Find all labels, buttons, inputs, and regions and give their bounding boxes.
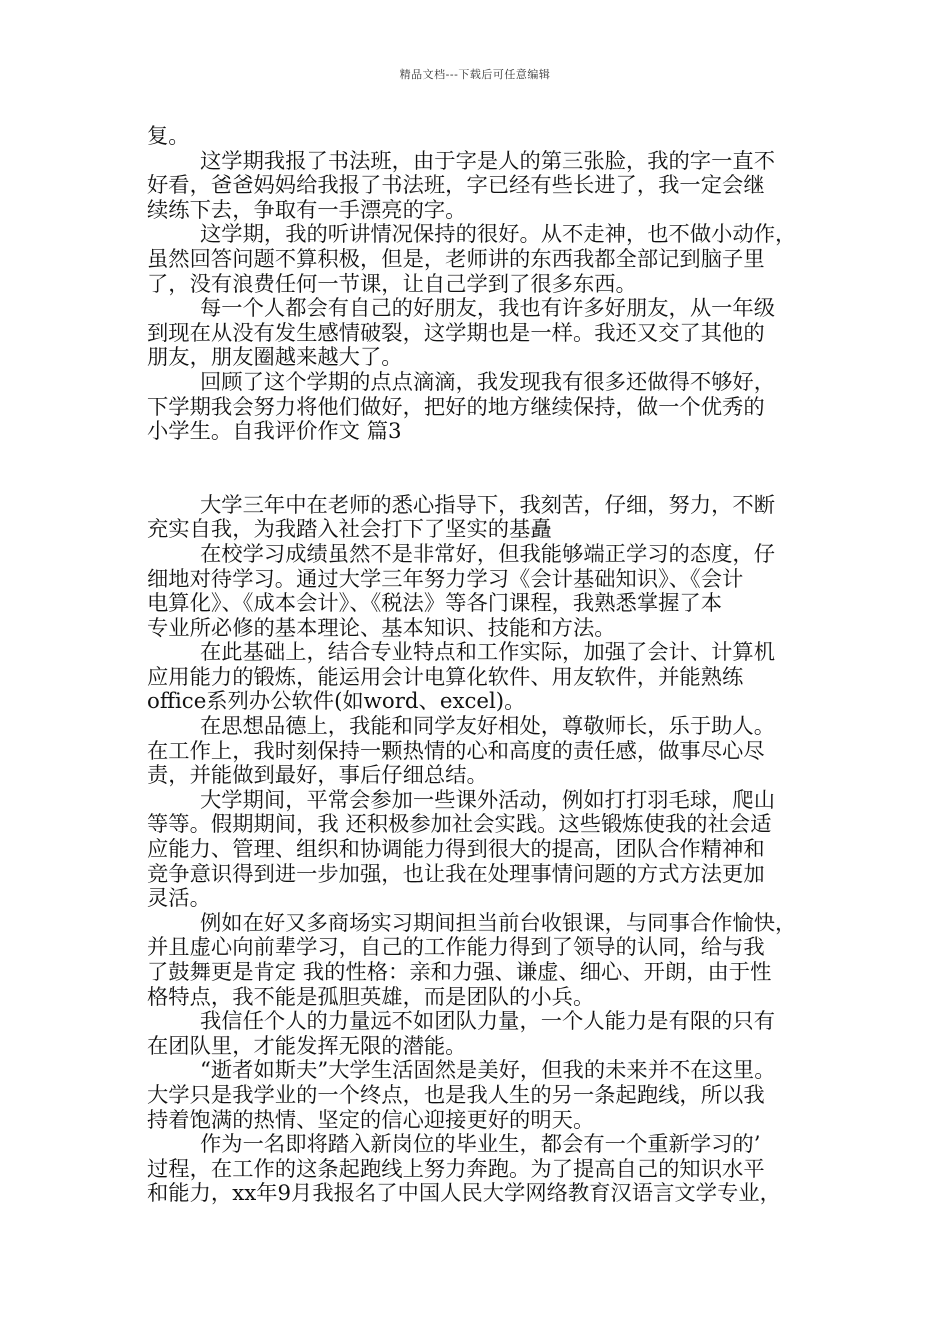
text-line: 我信任个人的力量远不如团队力量，一个人能力是有限的只有 [200,1009,776,1035]
text-line: 灵活。 [147,886,211,912]
text-line: 大学三年中在老师的悉心指导下，我刻苦，仔细，努力，不断 [200,492,776,518]
text-line: 大学只是我学业的一个终点，也是我人生的另一条起跑线，所以我 [147,1082,765,1108]
text-line: 格特点，我不能是孤胆英雄，而是团队的小兵。 [147,984,595,1010]
text-line: 在团队里，才能发挥无限的潜能。 [147,1033,467,1059]
text-line: “逝者如斯夫”大学生活固然是美好，但我的未来并不在这里。 [200,1058,776,1084]
text-line: 这学期我报了书法班，由于字是人的第三张脸，我的字一直不 [200,148,776,174]
text-line: 作为一名即将踏入新岗位的毕业生，都会有一个重新学习的’ [200,1132,761,1158]
text-line: 专业所必修的基本理论、基本知识、技能和方法。 [147,615,616,641]
text-line: 电算化》、《成本会计》、《税法》等各门课程，我熟悉掌握了本 [147,591,723,617]
page-header: 精品文档---下载后可任意编辑 [399,68,551,81]
text-line: 下学期我会努力将他们做好，把好的地方继续保持，做一个优秀的 [147,394,765,420]
text-line: 等等。假期期间，我 还积极参加社会实践。这些锻炼使我的社会适 [147,812,772,838]
text-line: 复。 [147,124,190,149]
text-line: 这学期，我的听讲情况保持的很好。从不走神，也不做小动作， [200,222,797,248]
text-line: 过程，在工作的这条起跑线上努力奔跑。为了提高自己的知识水平 [147,1156,765,1182]
text-line: 例如在好又多商场实习期间担当前台收银课，与同事合作愉快， [200,910,797,936]
text-line: 在此基础上，结合专业特点和工作实际，加强了会计、计算机 [200,640,776,666]
text-line: 到现在从没有发生感情破裂，这学期也是一样。我还又交了其他的 [147,320,765,346]
text-line: 虽然回答问题不算积极，但是，老师讲的东西我都全部记到脑子里 [147,246,765,272]
text-line: 回顾了这个学期的点点滴滴，我发现我有很多还做得不够好， [200,369,776,395]
text-line: 和能力，xx年9月我报名了中国人民大学网络教育汉语言文学专业， [147,1181,781,1207]
text-line: 应用能力的锻炼，能运用会计电算化软件、用友软件，并能熟练 [147,664,744,690]
text-line: 了，没有浪费任何一节课，让自己学到了很多东西。 [147,271,637,297]
essay-section-2-end [147,125,807,445]
text-line: 责，并能做到最好，事后仔细总结。 [147,763,488,789]
text-line: 朋友，朋友圈越来越大了。 [147,345,403,371]
text-line: office系列办公软件(如word、excel)。 [147,689,526,715]
text-line: 在校学习成绩虽然不是非常好，但我能够端正学习的态度，仔 [200,541,776,567]
text-line: 竞争意识得到进一步加强，也让我在处理事情问题的方式方法更加 [147,861,765,887]
text-line: 每一个人都会有自己的好朋友，我也有许多好朋友，从一年级 [200,296,776,322]
document-body [147,125,807,1207]
text-line: 好看，爸爸妈妈给我报了书法班，字已经有些长进了，我一定会继 [147,173,765,199]
text-line: 续练下去，争取有一手漂亮的字。 [147,197,467,223]
text-line: 细地对待学习。通过大学三年努力学习《会计基础知识》、《会计 [147,566,744,592]
text-line: 在思想品德上，我能和同学友好相处，尊敬师长，乐于助人。 [200,714,776,740]
essay-section-3 [147,494,807,1207]
text-line: 并且虚心向前辈学习，自己的工作能力得到了领导的认同，给与我 [147,935,765,961]
text-line: 应能力、管理、组织和协调能力得到很大的提高，团队合作精神和 [147,837,765,863]
text-line: 在工作上，我时刻保持一颗热情的心和高度的责任感，做事尽心尽 [147,738,765,764]
text-line: 了鼓舞更是肯定 我的性格：亲和力强、谦虚、细心、开朗，由于性 [147,960,772,985]
text-line: 充实自我，为我踏入社会打下了坚实的基矗 [147,517,552,543]
section-gap [147,445,807,494]
text-line: 大学期间，平常会参加一些课外活动，例如打打羽毛球，爬山 [200,787,776,813]
text-line: 小学生。自我评价作文 篇3 [147,419,402,445]
text-line: 持着饱满的热情、坚定的信心迎接更好的明天。 [147,1107,595,1133]
